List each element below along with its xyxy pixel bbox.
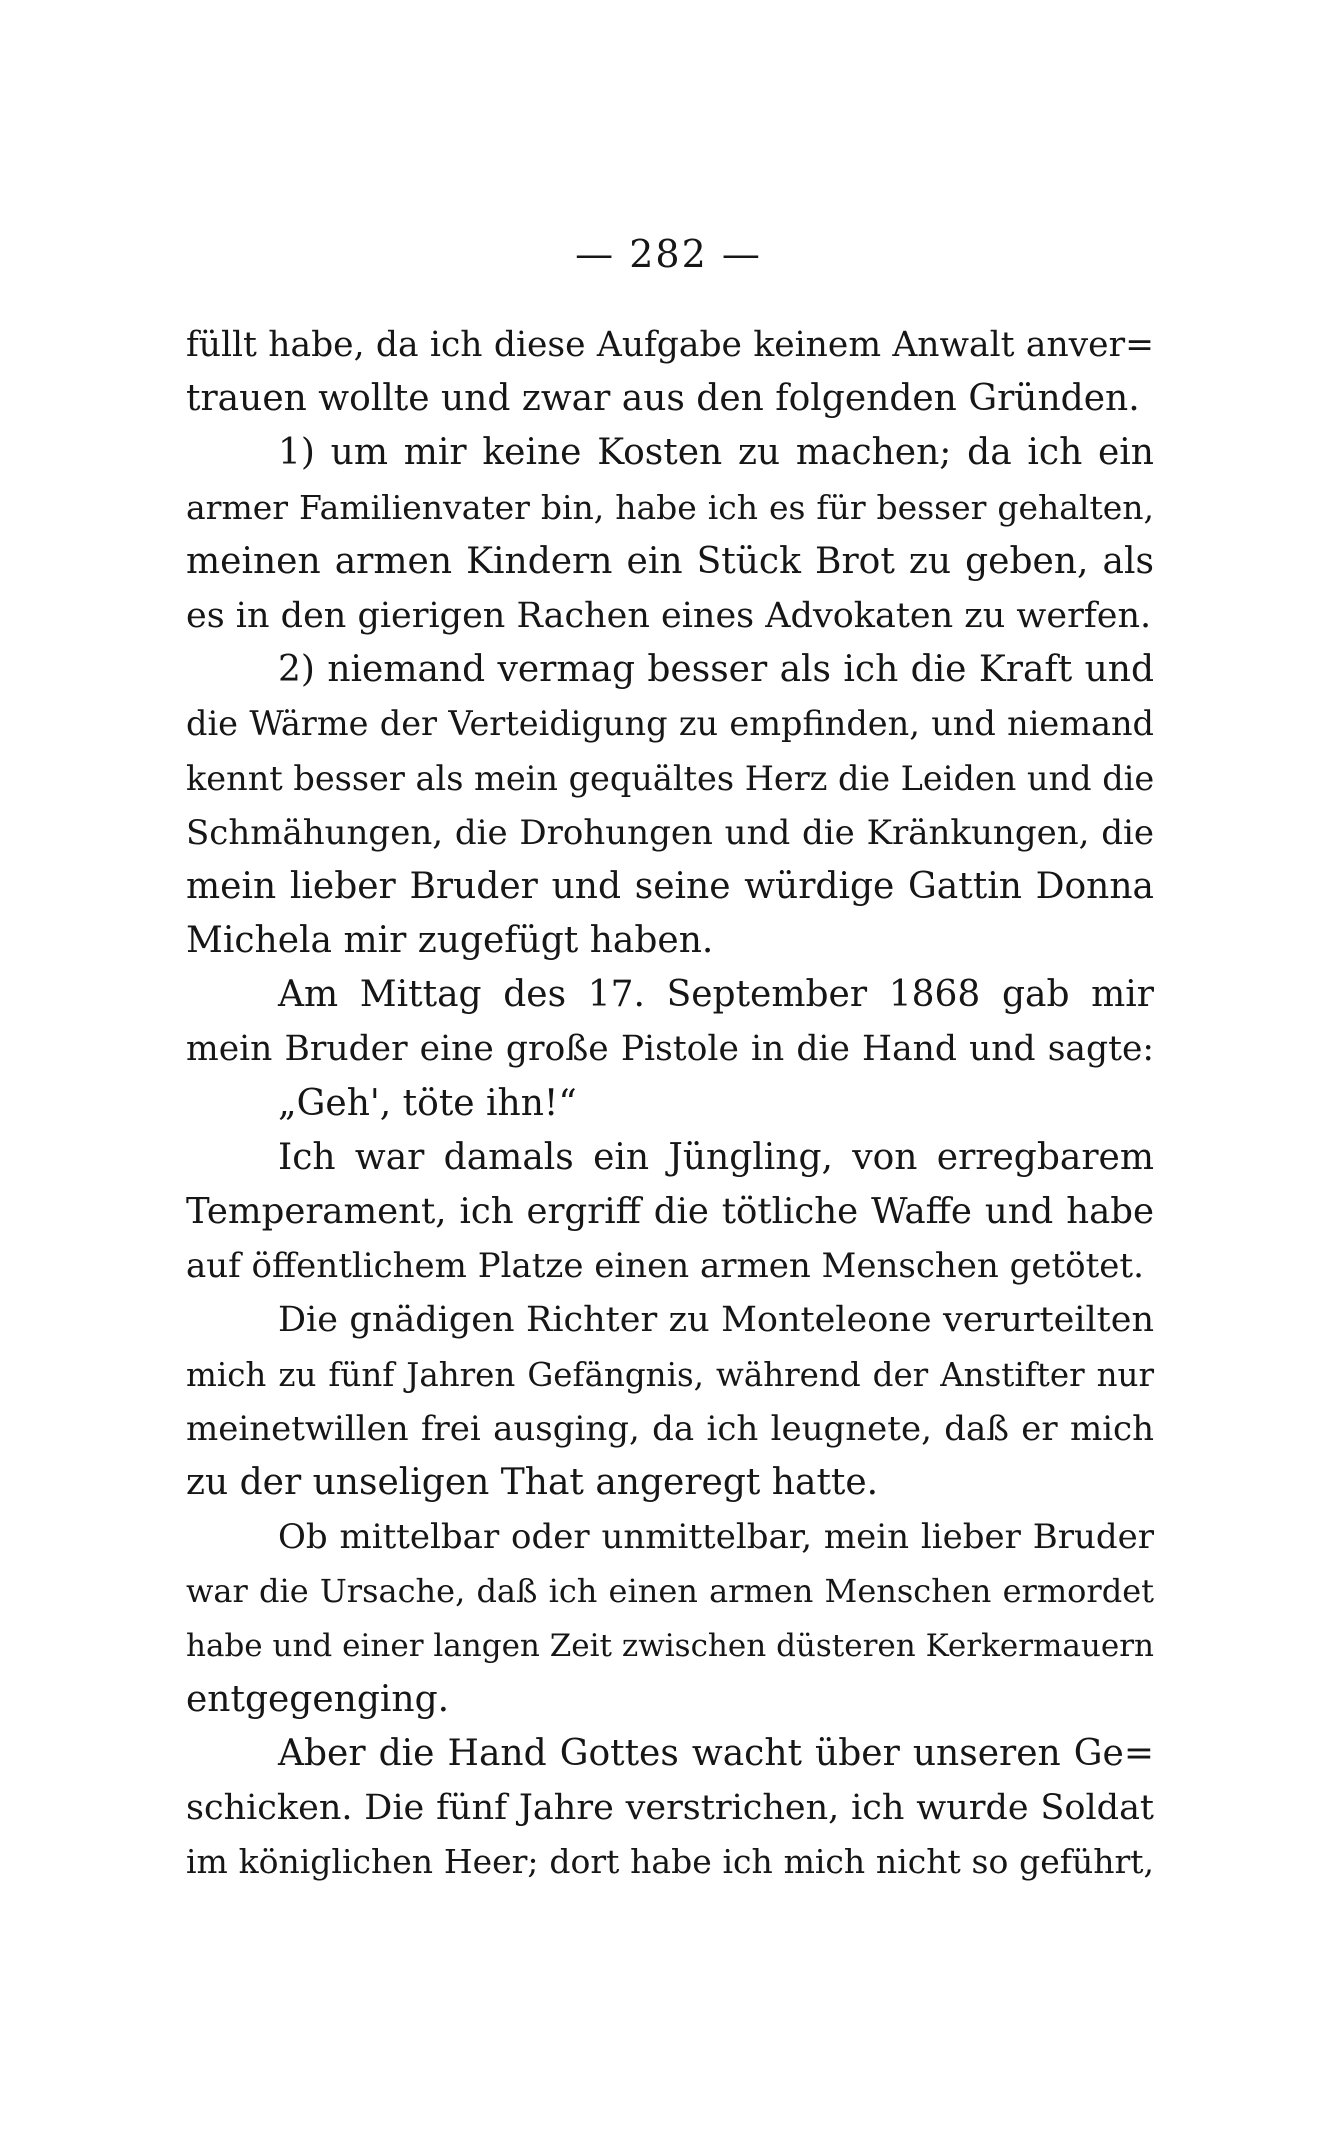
page-number: — 282 — [575,232,762,276]
text-line: Aber die Hand Gottes wacht über unseren Ge= [278,1732,1154,1774]
text-line: 1) um mir keine Kosten zu machen; da ich ein [278,432,1154,474]
body-text [186,318,1154,1889]
text-line: zu der unseligen That angeregt hatte. [186,1461,879,1503]
text-line: Die gnädigen Richter zu Monteleone verurteilten [278,1300,1154,1341]
text-line: Am Mittag des 17. September 1868 gab mir [278,974,1154,1016]
text-line: mein lieber Bruder und seine würdige Gattin Donna [186,865,1154,907]
text-line: Ob mittelbar oder unmittelbar, mein lieber Bruder [278,1517,1154,1558]
text-line: kennt besser als mein gequältes Herz die Leiden und die [186,758,1155,798]
text-line: war die Ursache, daß ich einen armen Menschen ermordet [186,1572,1154,1611]
text-line: armer Familienvater bin, habe ich es für besser gehalten, [186,487,1154,527]
text-line: Ich war damals ein Jüngling, von erregbarem [278,1136,1154,1178]
text-line: habe und einer langen Zeit zwischen düsteren Kerkermauern [186,1627,1154,1664]
text-line: Michela mir zugefügt haben. [186,920,714,962]
text-line: Temperament, ich ergriff die tötliche Waffe und habe [186,1191,1154,1232]
text-line: „Geh', töte ihn!“ [278,1082,577,1124]
text-line: 2) niemand vermag besser als ich die Kraft und [278,649,1154,691]
text-line: es in den gierigen Rachen eines Advokaten zu werfen. [186,595,1152,636]
text-line: meinetwillen frei ausging, da ich leugnete, daß er mich [186,1408,1154,1449]
text-line: füllt habe, da ich diese Aufgabe keinem Anwalt anver= [186,325,1154,365]
text-line: meinen armen Kindern ein Stück Brot zu geben, als [186,540,1154,582]
text-line: Schmähungen, die Drohungen und die Kränkungen, die [186,812,1154,853]
text-line: trauen wollte und zwar aus den folgenden Gründen. [186,378,1140,420]
text-line: auf öffentlichem Platze einen armen Menschen getötet. [186,1246,1144,1287]
text-line: im königlichen Heer; dort habe ich mich nicht so geführt, [186,1842,1154,1882]
text-line: schicken. Die fünf Jahre verstrichen, ich wurde Soldat [186,1788,1154,1829]
text-line: mich zu fünf Jahren Gefängnis, während der Anstifter nur [186,1355,1154,1394]
text-line: entgegenging. [186,1678,450,1720]
text-line: die Wärme der Verteidigung zu empfinden, und niemand [186,704,1154,744]
text-line: mein Bruder eine große Pistole in die Hand und sagte: [186,1029,1154,1070]
